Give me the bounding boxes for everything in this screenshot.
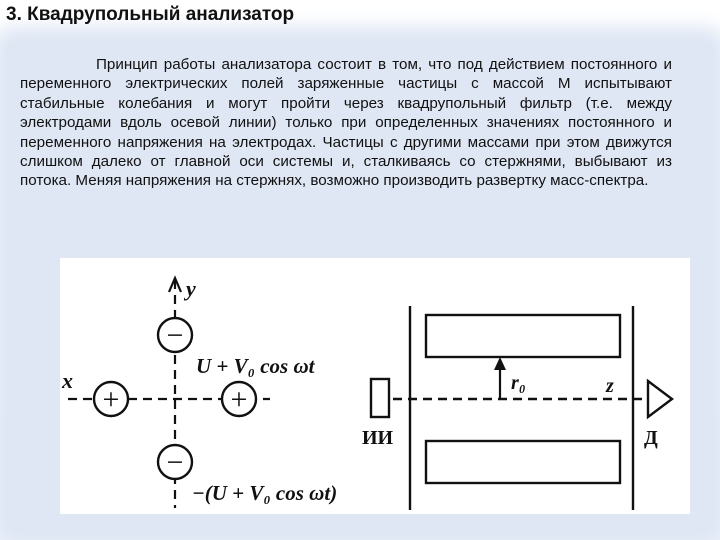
radius-arrowhead (494, 357, 506, 370)
top-electrode-sign: − (166, 319, 184, 352)
quadrupole-figure (60, 258, 690, 514)
description-paragraph: Принцип работы анализатора состоит в том, что под действием постоянного и переменного электрических полей заряженные частицы с массой М испытывают стабильные колебания и могут пройти через квадрупольный фильтр (т.е. между электродами вдоль осевой линии) только при определенных значениях постоянного и переменного напряжения на электродах. Частицы с другими массами при этом движутся слишком далеко от главной оси системы и, сталкиваясь со стержнями, выбывают из потока. Меняя напряжения на стержнях, возможно производить развертку масс-спектра. (20, 56, 672, 190)
lower-rod (426, 441, 620, 483)
radius-label: r₀ (511, 372, 526, 394)
detector-arrowhead (648, 381, 672, 417)
left-electrode-sign: + (102, 383, 120, 416)
cross-section-diagram (61, 276, 337, 508)
y-axis-label: y (186, 276, 196, 301)
right-electrode-sign: + (230, 383, 248, 416)
ion-source-label: ИИ (362, 427, 394, 449)
upper-rod (426, 315, 620, 357)
negative-voltage-label: −(U + V₀ cos ωt) (192, 481, 338, 505)
longitudinal-diagram (362, 306, 672, 510)
ion-source (371, 379, 389, 417)
bottom-electrode-sign: − (166, 446, 184, 479)
z-axis-label: z (606, 375, 614, 397)
detector-label: Д (644, 427, 658, 449)
x-axis-label: x (62, 368, 73, 393)
positive-voltage-label: U + V₀ cos ωt (196, 354, 315, 378)
slide-title: 3. Квадрупольный анализатор (6, 4, 295, 25)
